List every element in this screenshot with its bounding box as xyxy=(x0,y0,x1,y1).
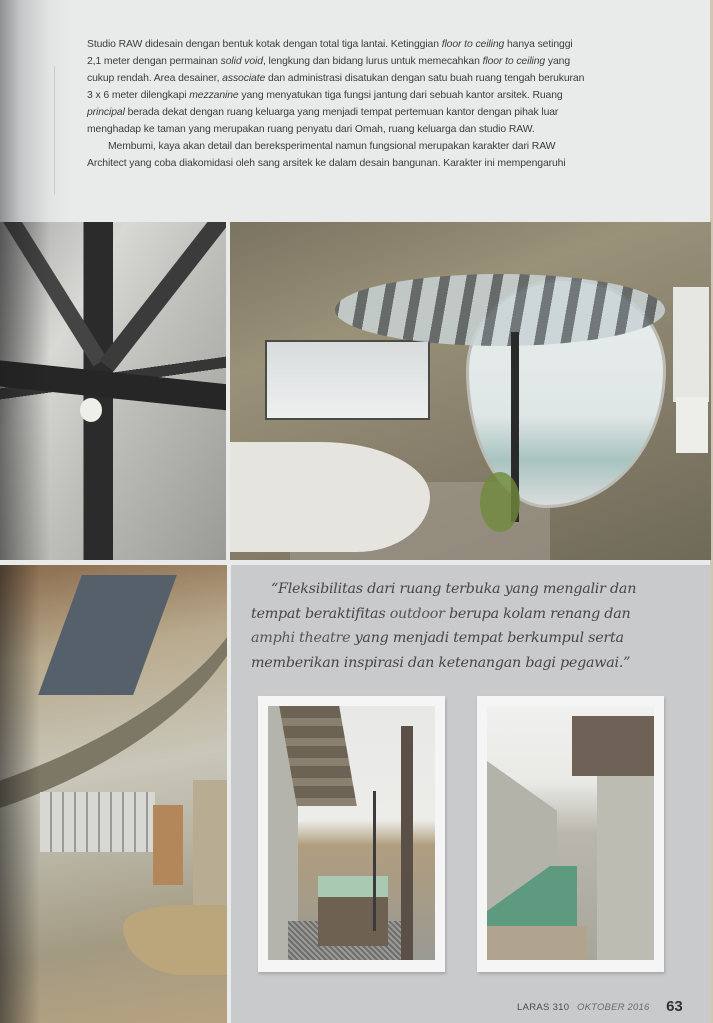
article-paragraph xyxy=(87,138,619,172)
photo-outdoor-shower xyxy=(258,696,445,972)
text-line: 3 x 6 meter dilengkapi mezzanine yang menyatukan tiga fungsi jantung dari sebuah kantor arsitek. Ruang xyxy=(87,90,563,101)
article-paragraph xyxy=(87,36,619,138)
photo-office-interior xyxy=(230,222,711,560)
text-line: menghadap ke taman yang merupakan ruang penyatu dari Omah, ruang keluarga dan studio RAW. xyxy=(87,124,535,135)
pull-quote xyxy=(251,577,701,675)
text-line: 2,1 meter dengan permainan solid void, lengkung dan bidang lurus untuk memecahkan floor to ceiling yang xyxy=(87,56,571,67)
quote-line: “Fleksibilitas dari ruang terbuka yang mengalir dan xyxy=(271,581,637,597)
article-body xyxy=(87,36,619,172)
photo-steel-structure xyxy=(0,222,226,560)
photo-workspace xyxy=(0,565,227,1023)
text-line: Studio RAW didesain dengan bentuk kotak dengan total tiga lantai. Ketinggian floor to ceiling hanya setinggi xyxy=(87,39,573,50)
text-line: principal berada dekat dengan ruang keluarga yang menjadi tempat pertemuan kantor dengan pihak luar xyxy=(87,107,559,118)
photo-lap-pool xyxy=(477,696,664,972)
quote-line: tempat beraktifitas outdoor berupa kolam renang dan xyxy=(251,605,631,622)
issue-date: OKTOBER 2016 xyxy=(576,1002,650,1013)
quote-line: amphi theatre yang menjadi tempat berkumpul serta xyxy=(251,630,624,646)
quote-line: memberikan inspirasi dan ketenangan bagi pegawai.” xyxy=(251,654,631,671)
column-rule xyxy=(54,66,55,194)
text-line: cukup rendah. Area desainer, associate dan administrasi disatukan dengan satu buah ruang tengah berukuran xyxy=(87,73,585,84)
text-line: Membumi, kaya akan detail dan bereksperimental namun fungsional merupakan karakter dari RAW xyxy=(108,141,556,152)
page-gutter-shadow xyxy=(0,0,70,222)
magazine-issue: LARAS 310 xyxy=(517,1002,570,1013)
page-footer xyxy=(517,997,683,1014)
page-number: 63 xyxy=(666,998,683,1015)
pull-quote-panel xyxy=(231,565,711,1023)
text-line: Architect yang coba diakomidasi oleh sang arsitek ke dalam desain bangunan. Karakter ini mempengaruhi xyxy=(87,158,566,169)
